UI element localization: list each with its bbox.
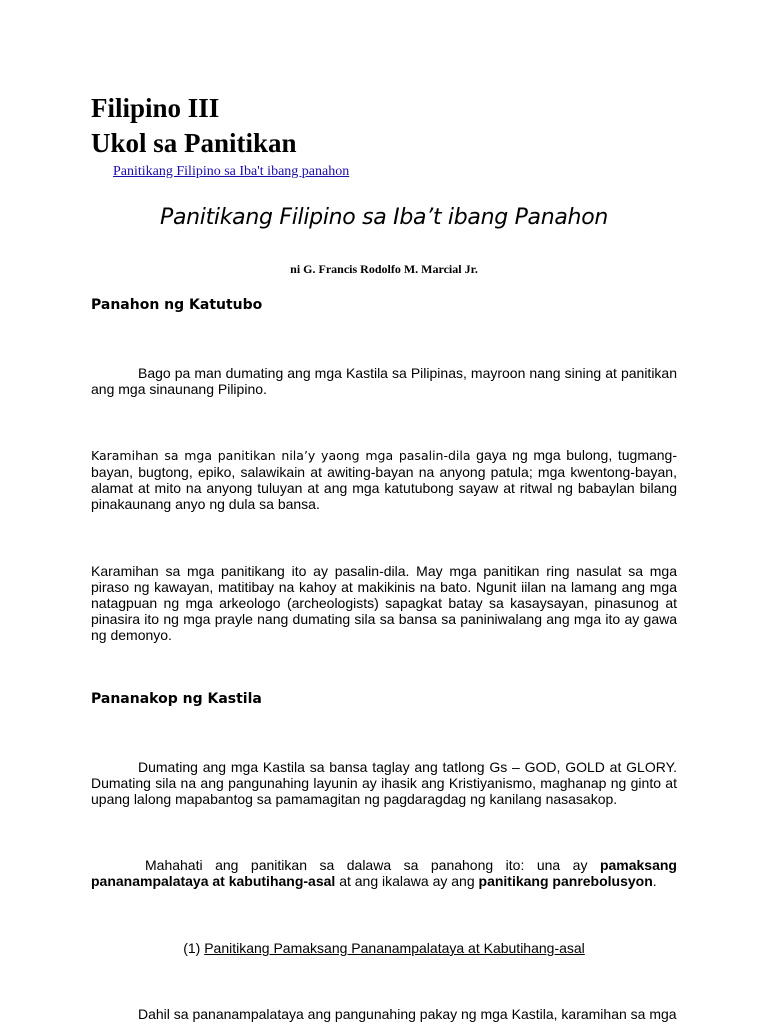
paragraph-text: Mahahati ang panitikan sa dalawa sa panahong ito: una ay	[145, 857, 600, 873]
paragraph-text: gaya ng mga bulong, tugmang-bayan, bugtong, epiko, salawikain at awiting-bayan na anyong patula; mga kwentong-bayan, alamat at mito na anyong tuluyan at ang mga katutubong sayaw at ritwal ng babaylan bilang pinakaunang anyo ng dula sa bansa.	[91, 447, 677, 512]
section-heading-kastila: Pananakop ng Kastila	[91, 691, 262, 707]
paragraph: Dumating ang mga Kastila sa bansa taglay ang tatlong Gs – GOD, GOLD at GLORY. Dumating sila na ang pangunahing layunin ay ihasik ang Kristiyanismo, maghanap ng ginto at upang lalong mapabantog sa pamamagitan ng pagdaragdag ng kanilang nasasakop.	[91, 759, 677, 807]
subsection-number: (1)	[183, 940, 205, 956]
paragraph: Karamihan sa mga panitikang ito ay pasalin-dila. May mga panitikan ring nasulat sa mga piraso ng kawayan, matitibay na kahoy at makikinis na bato. Ngunit iilan na lamang ang mga natagpuan ng mga arkeologo (archeologists) sapagkat batay sa kasaysayan, pinasunog at pinasira ito ng mga prayle nang dumating sila sa bansa sa paniniwalang ang mga ito ay gawa ng demonyo.	[91, 563, 677, 643]
section-heading-katutubo: Panahon ng Katutubo	[91, 297, 263, 313]
toc-link[interactable]: Panitikang Filipino sa Iba't ibang panahon	[113, 164, 350, 179]
paragraph: Dahil sa pananampalataya ang pangunahing pakay ng mga Kastila, karamihan sa mga	[138, 1006, 677, 1022]
paragraph: Bago pa man dumating ang mga Kastila sa Pilipinas, mayroon nang sining at panitikan ang mga sinaunang Pilipino.	[91, 365, 677, 397]
paragraph-text: .	[652, 873, 657, 889]
paragraph-text: at ang ikalawa ay ang	[335, 873, 479, 889]
paragraph-lead: Karamihan sa mga panitikan nila’y yaong mga pasalin-dila	[91, 448, 471, 463]
article-byline: ni G. Francis Rodolfo M. Marcial Jr.	[290, 262, 478, 276]
document-title: Filipino III	[91, 93, 220, 123]
article-title: Panitikang Filipino sa Iba’t ibang Panahon	[160, 205, 608, 230]
document-subtitle: Ukol sa Panitikan	[91, 128, 297, 158]
emphasis-text: panitikang panrebolusyon	[478, 873, 653, 889]
emphasis-text: pamaksang pananampalataya at kabutihang-asal	[91, 857, 677, 889]
subsection-heading	[0, 940, 768, 956]
subsection-title: Panitikang Pamaksang Pananampalataya at Kabutihang-asal	[204, 940, 585, 956]
paragraph	[91, 447, 677, 512]
paragraph	[91, 857, 677, 889]
